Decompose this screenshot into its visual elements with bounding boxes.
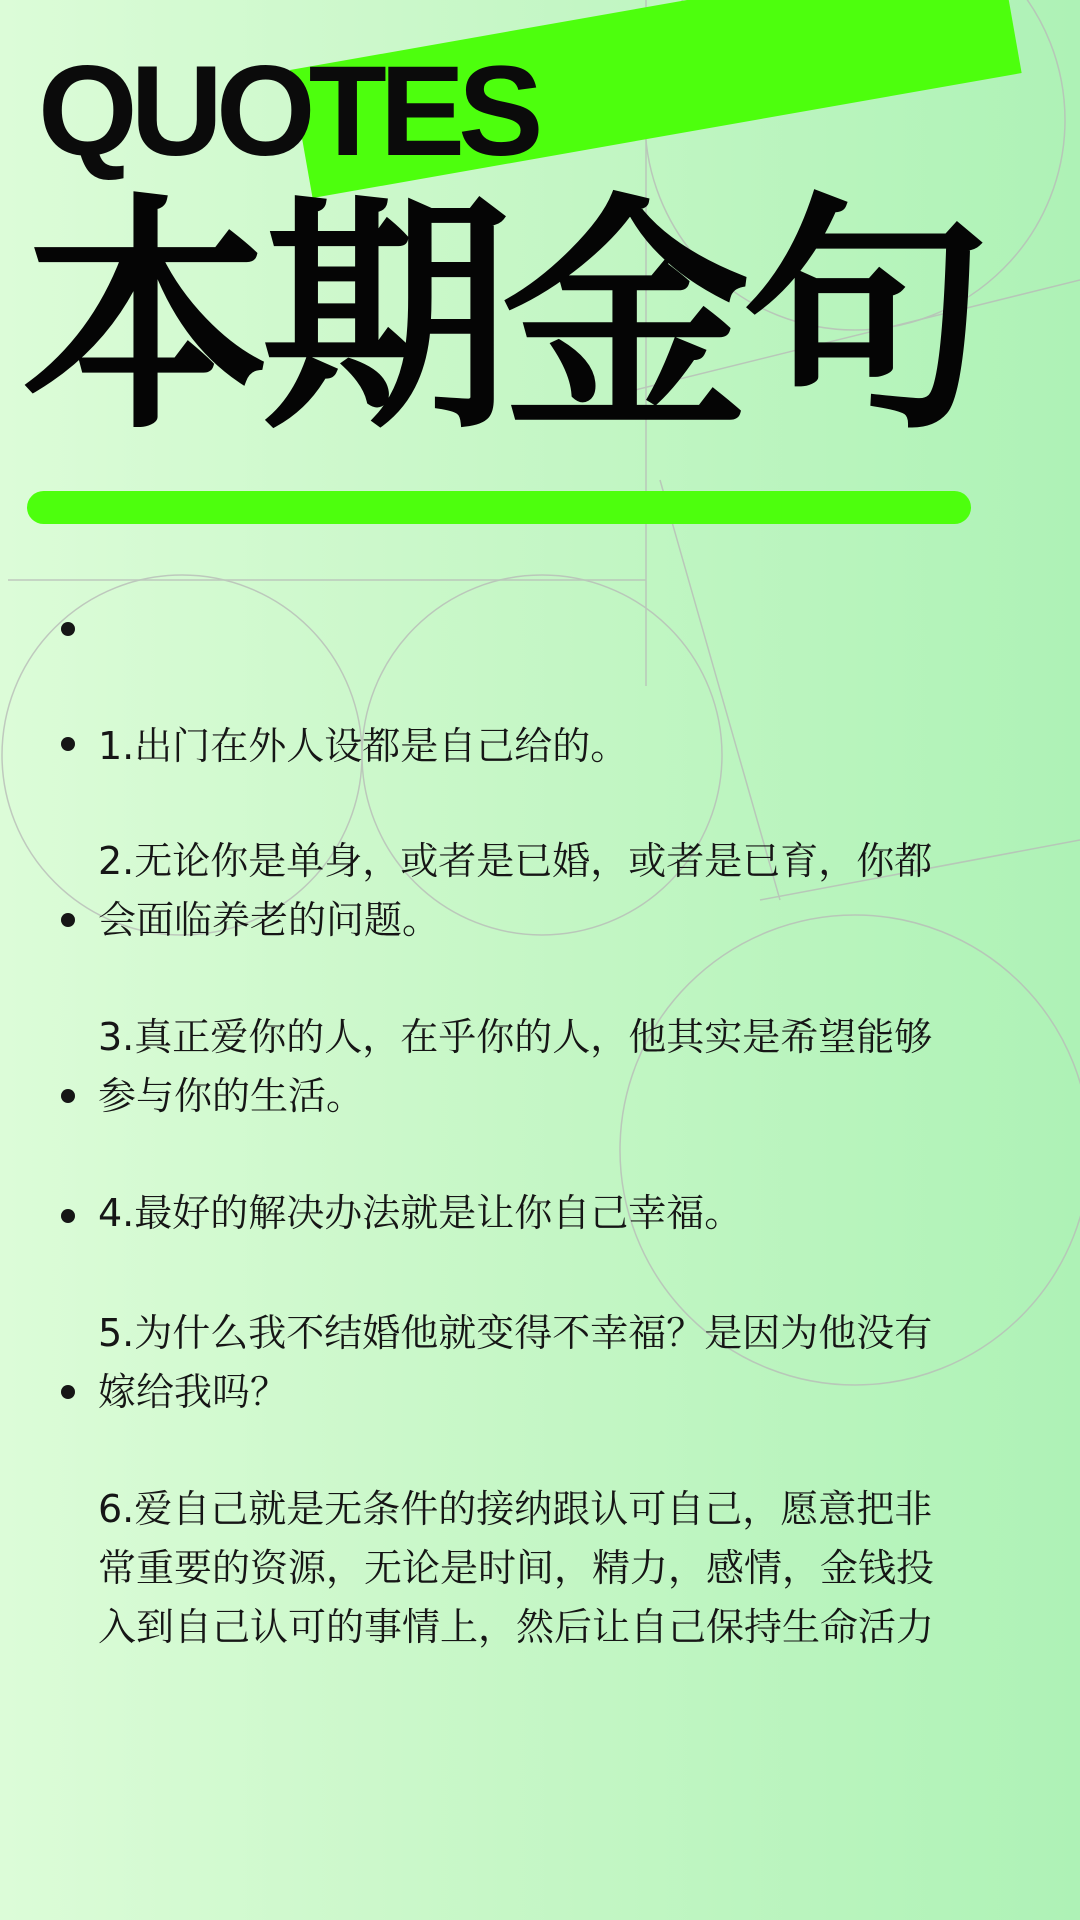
bullet-icon [61,1385,75,1399]
quotes-label: QUOTES [38,40,537,183]
bullet-icon [61,737,75,751]
quote-item [98,1362,998,1657]
bullet-icon [61,622,75,636]
bullet-icon [61,913,75,927]
title-underline-bar [27,491,971,524]
quote-text: 6.爱自己就是无条件的接纳跟认可自己，愿意把非 常重要的资源，无论是时间，精力，感情，金钱投 入到自己认可的事情上，然后让自己保持生命活力 [98,1487,935,1649]
quote-text: 2.无论你是单身，或者是已婚，或者是已育，你都 会面临养老的问题。 [98,839,933,942]
quote-text: 3.真正爱你的人，在乎你的人，他其实是希望能够 参与你的生活。 [98,1015,933,1118]
bullet-icon [61,1089,75,1103]
bullet-icon [61,1209,75,1223]
page-title: 本期金句 [22,175,982,463]
quote-text: 4.最好的解决办法就是让你自己幸福。 [98,1191,743,1235]
quote-text: 5.为什么我不结婚他就变得不幸福？是因为他没有 嫁给我吗？ [98,1311,933,1414]
quote-text: 1.出门在外人设都是自己给的。 [98,724,629,768]
